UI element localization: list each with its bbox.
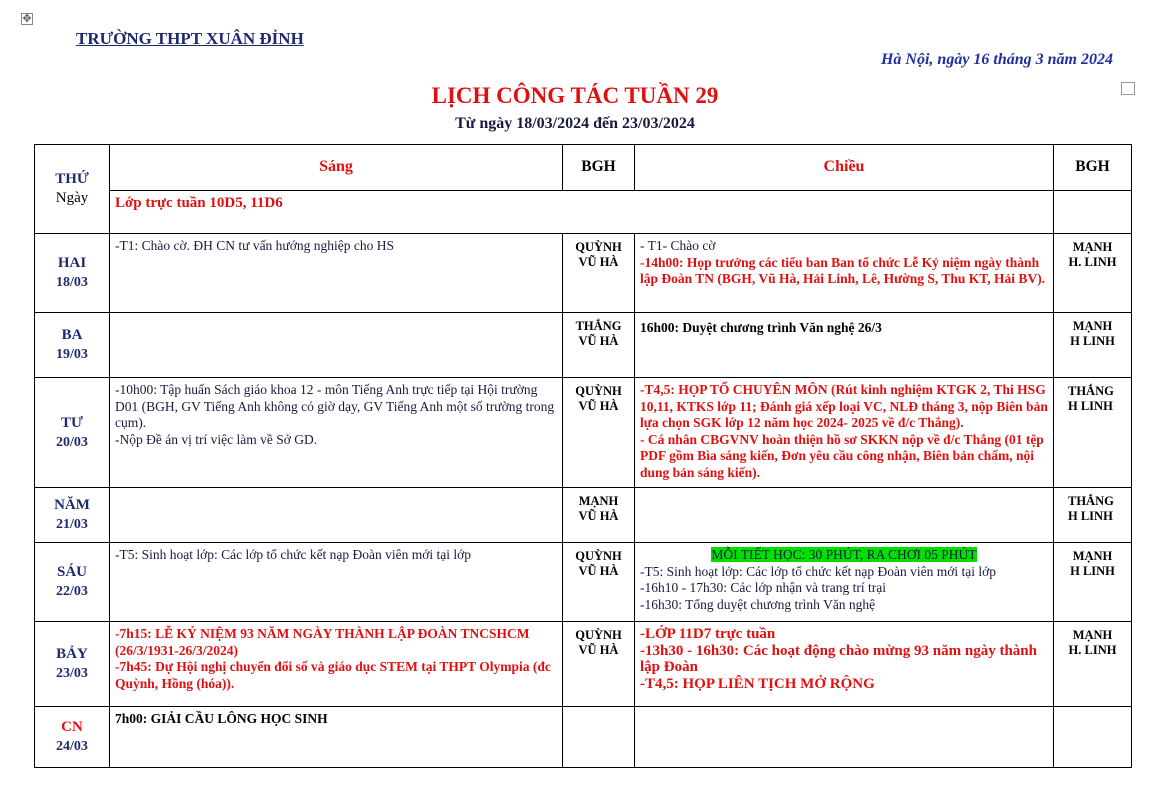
day-name: BẢY: [56, 646, 88, 662]
day-column-header: [35, 145, 110, 234]
bgh-afternoon-cell: [1054, 234, 1132, 313]
afternoon-item: -16h10 - 17h30: Các lớp nhận và trang trí trại: [640, 580, 886, 595]
day-date: 19/03: [56, 347, 88, 362]
morning-item: -7h15: LỄ KỶ NIỆM 93 NĂM NGÀY THÀNH LẬP ĐOÀN TNCSHCM (26/3/1931-26/3/2024): [115, 626, 530, 658]
table-header-row: [35, 145, 1132, 191]
afternoon-cell: [635, 488, 1054, 543]
table-row: [35, 191, 1132, 234]
empty-cell: [1054, 191, 1132, 234]
bgh-morning-cell: [563, 622, 635, 707]
bgh-name: H LINH: [1070, 564, 1115, 578]
afternoon-item: -T4,5: HỌP TỔ CHUYÊN MÔN (Rút kinh nghiệm KTGK 2, Thi HSG 10,11, KTKS lớp 11; Đánh giá xếp loại VC, NLĐ tháng 3, nộp Biên bản lựa chọn SGK lớp 12 năm học 2024- 2025 về đ/c Thắng).: [640, 382, 1048, 430]
bgh-morning-cell: [563, 543, 635, 622]
morning-item: -T1: Chào cờ. ĐH CN tư vấn hướng nghiệp cho HS: [115, 238, 395, 253]
table-row: [35, 543, 1132, 622]
day-name: SÁU: [56, 564, 87, 580]
morning-item: 7h00: GIẢI CẦU LÔNG HỌC SINH: [115, 711, 328, 726]
day-date: 20/03: [56, 434, 88, 450]
col-morning-header: Sáng: [110, 145, 563, 191]
bgh-morning-cell: [563, 378, 635, 488]
table-move-handle-icon[interactable]: ✥: [22, 13, 32, 25]
day-cell: [35, 313, 110, 378]
bgh-afternoon-cell: [1054, 622, 1132, 707]
col-afternoon-header: Chiều: [635, 145, 1054, 191]
morning-item: -10h00: Tập huấn Sách giáo khoa 12 - môn Tiếng Anh trực tiếp tại Hội trường D01 (BGH, GV Tiếng Anh không có giờ dạy, GV Tiếng Anh một số trường trong cụm).: [115, 382, 555, 430]
bgh-name: THẮNG: [1068, 384, 1114, 398]
afternoon-cell: [635, 543, 1054, 622]
day-name: TƯ: [61, 414, 83, 431]
bgh-name: VŨ HÀ: [578, 643, 619, 657]
col-bgh-afternoon-header: BGH: [1054, 145, 1132, 191]
page-subtitle: Từ ngày 18/03/2024 đến 23/03/2024: [455, 115, 695, 132]
bgh-name: MẠNH: [1072, 319, 1113, 333]
morning-item: -T5: Sinh hoạt lớp: Các lớp tổ chức kết nạp Đoàn viên mới tại lớp: [115, 547, 472, 562]
table-row: [35, 313, 1132, 378]
day-cell: [35, 378, 110, 488]
bgh-morning-cell: [563, 707, 635, 768]
bgh-name: QUỲNH: [575, 628, 622, 642]
bgh-name: QUỲNH: [575, 384, 622, 398]
day-date: 23/03: [56, 666, 88, 681]
day-name: HAI: [57, 255, 87, 271]
bgh-name: MẠNH: [578, 494, 619, 508]
day-date: 24/03: [56, 739, 88, 754]
morning-cell: [110, 378, 563, 488]
bgh-name: MẠNH: [1072, 628, 1113, 642]
duty-class: Lớp trực tuần 10D5, 11D6: [110, 191, 1054, 234]
afternoon-cell: [635, 234, 1054, 313]
afternoon-item: -LỚP 11D7 trực tuần: [640, 626, 776, 642]
bgh-afternoon-cell: [1054, 707, 1132, 768]
afternoon-item: -16h30: Tổng duyệt chương trình Văn nghệ: [640, 596, 876, 612]
afternoon-item: -13h30 - 16h30: Các hoạt động chào mừng 93 năm ngày thành lập Đoàn: [640, 642, 1037, 675]
day-name: BA: [61, 327, 83, 343]
bgh-name: THẮNG: [1068, 494, 1114, 508]
period-notice: [640, 547, 1048, 564]
day-cell: [35, 488, 110, 543]
bgh-morning-cell: [563, 313, 635, 378]
morning-cell: [110, 234, 563, 313]
bgh-name: THẮNG: [575, 319, 622, 333]
schedule-table: [34, 144, 1132, 768]
col-bgh-morning-header: BGH: [563, 145, 635, 191]
day-cell: [35, 707, 110, 768]
table-row: [35, 234, 1132, 313]
afternoon-cell: 16h00: Duyệt chương trình Văn nghệ 26/3: [635, 313, 1054, 378]
afternoon-item: - T1- Chào cờ: [640, 238, 716, 253]
morning-cell: [110, 313, 563, 378]
afternoon-item: -T4,5: HỌP LIÊN TỊCH MỞ RỘNG: [640, 675, 875, 692]
day-cell: [35, 622, 110, 707]
dateline: Hà Nội, ngày 16 tháng 3 năm 2024: [880, 51, 1113, 68]
afternoon-cell: [635, 622, 1054, 707]
table-row: [35, 622, 1132, 707]
day-date: 22/03: [56, 584, 88, 599]
table-row: [35, 707, 1132, 768]
bgh-name: VŨ HÀ: [578, 564, 619, 578]
morning-item: -7h45: Dự Hội nghị chuyển đổi số và giáo dục STEM tại THPT Olympia (đc Quỳnh, Hồng (hóa)).: [115, 659, 551, 691]
bgh-name: H LINH: [1068, 509, 1113, 523]
table-row: [35, 488, 1132, 543]
bgh-name: MẠNH: [1072, 240, 1113, 254]
bgh-name: MẠNH: [1072, 549, 1113, 563]
day-date: 21/03: [56, 517, 88, 532]
afternoon-item: -T5: Sinh hoạt lớp: Các lớp tổ chức kết nạp Đoàn viên mới tại lớp: [640, 563, 997, 579]
day-date: 18/03: [56, 275, 88, 290]
morning-cell: [110, 707, 563, 768]
morning-item: -Nộp Đề án vị trí việc làm về Sở GD.: [115, 431, 318, 447]
page-title: LỊCH CÔNG TÁC TUẦN 29: [431, 83, 719, 108]
bgh-name: H LINH: [1068, 399, 1113, 413]
bgh-morning-cell: [563, 234, 635, 313]
bgh-afternoon-cell: [1054, 488, 1132, 543]
bgh-afternoon-cell: [1054, 378, 1132, 488]
col-date-label: Ngày: [55, 190, 89, 206]
morning-cell: [110, 543, 563, 622]
bgh-name: H. LINH: [1068, 643, 1117, 657]
bgh-afternoon-cell: [1054, 313, 1132, 378]
bgh-name: H. LINH: [1068, 255, 1117, 269]
bgh-name: VŨ HÀ: [578, 255, 619, 269]
day-name: CN: [61, 719, 83, 735]
bgh-morning-cell: [563, 488, 635, 543]
day-cell: [35, 234, 110, 313]
school-name: TRƯỜNG THPT XUÂN ĐỈNH: [76, 29, 304, 48]
bgh-name: VŨ HÀ: [578, 509, 619, 523]
bgh-name: H LINH: [1070, 334, 1115, 348]
afternoon-cell: [635, 707, 1054, 768]
col-day-label: THỨ: [55, 171, 89, 187]
bgh-name: QUỲNH: [575, 549, 622, 563]
day-cell: [35, 543, 110, 622]
bgh-name: VŨ HÀ: [578, 399, 619, 413]
table-row: [35, 378, 1132, 488]
afternoon-item: - Cá nhân CBGVNV hoàn thiện hồ sơ SKKN nộp về đ/c Thắng (01 tệp PDF gồm Bìa sáng kiến, Đơn yêu cầu công nhận, Biên bản chấm, nội dung bản sáng kiến).: [640, 431, 1044, 480]
bgh-name: QUỲNH: [575, 240, 622, 254]
bgh-name: VŨ HÀ: [578, 334, 619, 348]
afternoon-cell: [635, 378, 1054, 488]
bgh-afternoon-cell: [1054, 543, 1132, 622]
period-notice-text: MỖI TIẾT HỌC: 30 PHÚT, RA CHƠI 05 PHÚT: [711, 547, 977, 562]
day-name: NĂM: [54, 497, 90, 513]
afternoon-item: -14h00: Họp trưởng các tiểu ban Ban tổ chức Lễ Kỷ niệm ngày thành lập Đoàn TN (BGH, Vũ Hà, Hải Linh, Lê, Hường S, Thu KT, Hải BV).: [640, 254, 1046, 286]
morning-cell: [110, 622, 563, 707]
morning-cell: [110, 488, 563, 543]
